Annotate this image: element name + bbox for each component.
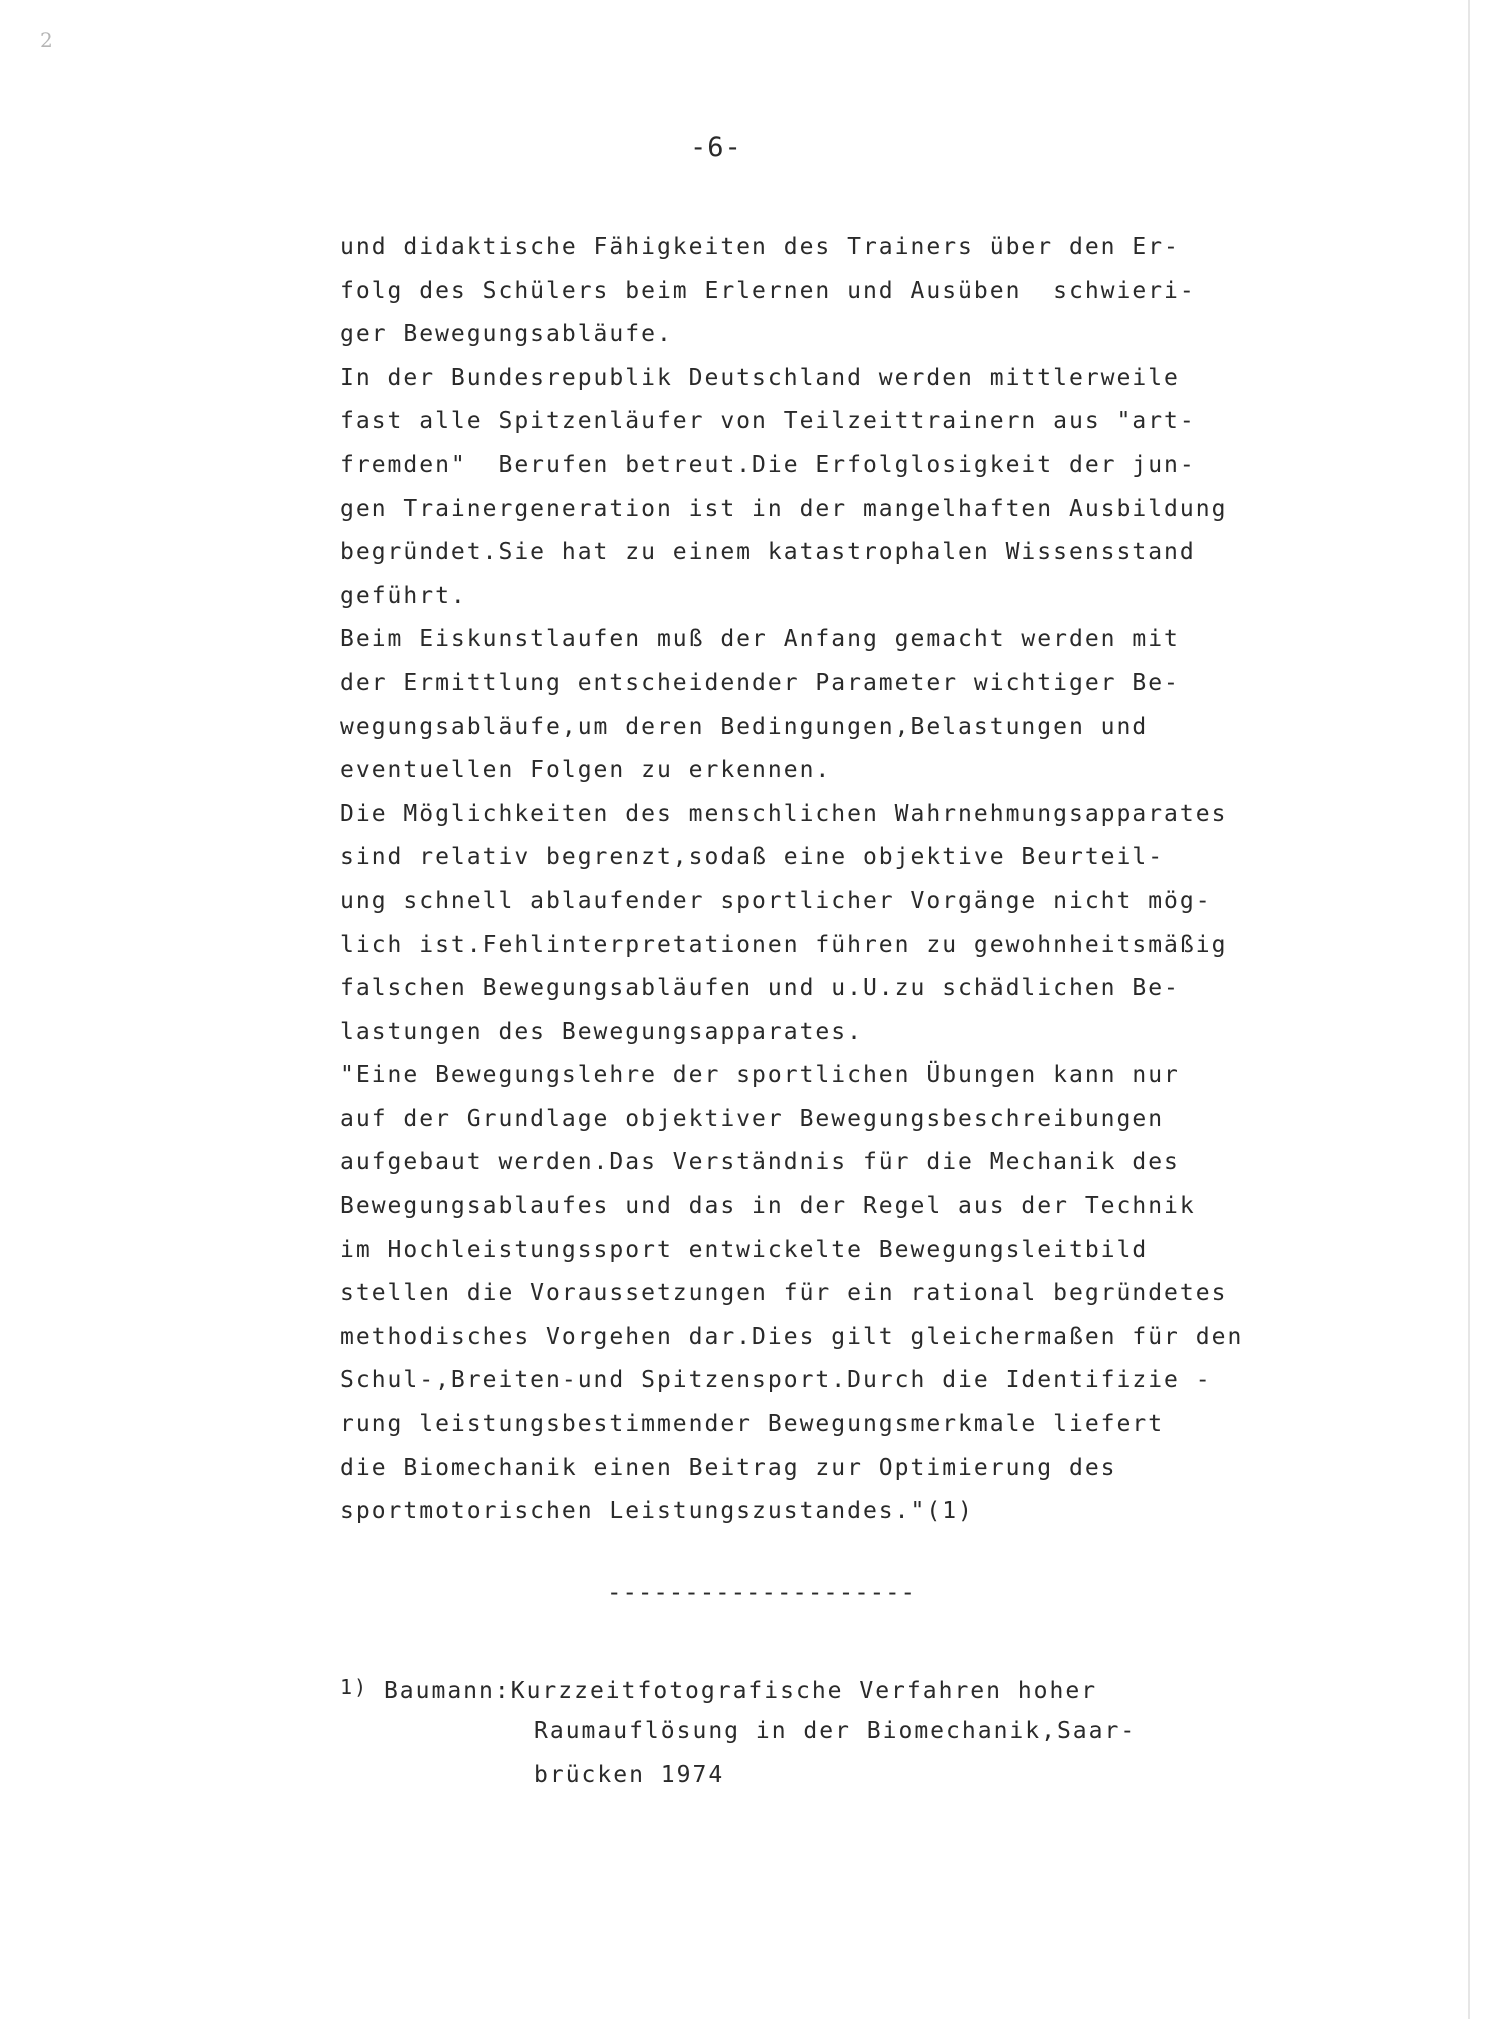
corner-mark: 2	[40, 28, 53, 52]
text-line: falschen Bewegungsabläufen und u.U.zu schädlichen Be-	[340, 975, 1180, 1002]
page-number: -6-	[690, 132, 742, 163]
footnote-line	[340, 1665, 1136, 1709]
footnote-line: brücken 1974	[534, 1762, 725, 1788]
text-line: wegungsabläufe,um deren Bedingungen,Belastungen und	[340, 713, 1149, 740]
text-line: Bewegungsablaufes und das in der Regel aus der Technik	[340, 1193, 1196, 1220]
body-text	[340, 226, 1243, 1534]
text-line: methodisches Vorgehen dar.Dies gilt gleichermaßen für den	[340, 1323, 1244, 1350]
text-line: begründet.Sie hat zu einem katastrophalen Wissensstand	[340, 539, 1196, 566]
text-line: Die Möglichkeiten des menschlichen Wahrnehmungsapparates	[340, 800, 1228, 827]
text-line: rung leistungsbestimmender Bewegungsmerkmale liefert	[340, 1411, 1165, 1438]
text-line: lich ist.Fehlinterpretationen führen zu gewohnheitsmäßig	[340, 931, 1228, 958]
text-line: auf der Grundlage objektiver Bewegungsbeschreibungen	[340, 1105, 1165, 1132]
text-line: gen Trainergeneration ist in der mangelhaften Ausbildung	[340, 495, 1228, 522]
footnote-marker: 1)	[340, 1675, 369, 1699]
text-line: Schul-,Breiten-und Spitzensport.Durch die Identifizie -	[340, 1367, 1212, 1394]
footnote-line: Raumauflösung in der Biomechanik,Saar-	[534, 1718, 1137, 1744]
footnote	[340, 1665, 1136, 1797]
text-line: sind relativ begrenzt,sodaß eine objektive Beurteil-	[340, 844, 1165, 871]
text-line: ger Bewegungsabläufe.	[340, 321, 673, 348]
text-line: sportmotorischen Leistungszustandes."(1)	[340, 1498, 974, 1525]
text-line: die Biomechanik einen Beitrag zur Optimierung des	[340, 1454, 1117, 1481]
text-line: ung schnell ablaufender sportlicher Vorgänge nicht mög-	[340, 887, 1212, 914]
text-line: In der Bundesrepublik Deutschland werden mittlerweile	[340, 364, 1180, 391]
text-line: folg des Schülers beim Erlernen und Ausüben schwieri-	[340, 277, 1196, 304]
text-line: Beim Eiskunstlaufen muß der Anfang gemacht werden mit	[340, 626, 1180, 653]
text-line: der Ermittlung entscheidender Parameter wichtiger Be-	[340, 669, 1180, 696]
text-line: stellen die Voraussetzungen für ein rational begründetes	[340, 1280, 1228, 1307]
text-line: fremden" Berufen betreut.Die Erfolglosigkeit der jun-	[340, 451, 1196, 478]
footnote-text: Baumann:Kurzzeitfotografische Verfahren hoher	[368, 1678, 1098, 1704]
text-line: und didaktische Fähigkeiten des Trainers über den Er-	[340, 234, 1180, 260]
text-line: aufgebaut werden.Das Verständnis für die Mechanik des	[340, 1149, 1180, 1176]
text-line: fast alle Spitzenläufer von Teilzeittrainern aus "art-	[340, 408, 1196, 435]
text-line: eventuellen Folgen zu erkennen.	[340, 757, 832, 784]
page-edge-shadow	[1468, 0, 1470, 2019]
text-line: im Hochleistungssport entwickelte Bewegungsleitbild	[340, 1236, 1149, 1263]
text-line: geführt.	[340, 582, 467, 609]
footnote-separator: --------------------	[607, 1578, 916, 1606]
text-line: "Eine Bewegungslehre der sportlichen Übungen kann nur	[340, 1062, 1180, 1089]
text-line: lastungen des Bewegungsapparates.	[340, 1018, 863, 1045]
